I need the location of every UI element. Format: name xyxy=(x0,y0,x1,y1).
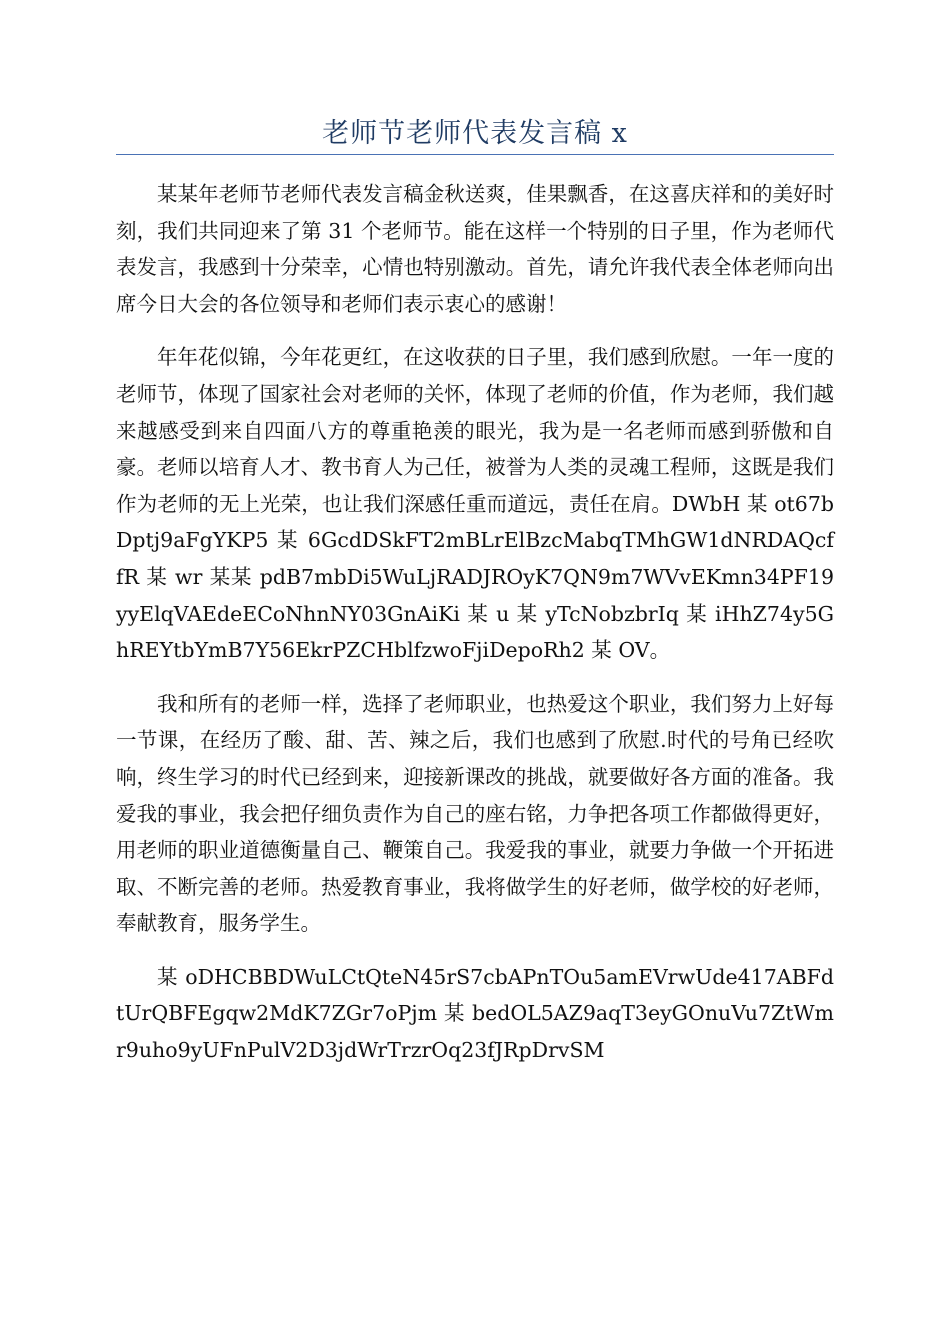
paragraph-4: 某 oDHCBBDWuLCtQteN45rS7cbAPnTOu5amEVrwUde417ABFdtUrQBFEgqw2MdK7ZGr7oPjm 某 bedOL5AZ9aqT3eyGOnuVu7ZtWmr9uho9yUFnPulV2D3jdWrTrzrOq23fJRpDrvSM xyxy=(116,964,834,1063)
document-title: 老师节老师代表发言稿 x xyxy=(322,118,628,149)
paragraph-2: 年年花似锦，今年花更红，在这收获的日子里，我们感到欣慰。一年一度的老师节，体现了国家社会对老师的关怀，体现了老师的价值，作为老师，我们越来越感受到来自四面八方的尊重艳羡的眼光，我为是一名老师而感到骄傲和自豪。老师以培育人才、教书育人为己任，被誉为人类的灵魂工程师，这既是我们作为老师的无上光荣，也让我们深感任重而道远，责任在肩。DWbH 某 ot67bDptj9aFgYKP5 某 6GcdDSkFT2mBLrElBzcMabqTMhGW1dNRDAQcffR 某 wr 某某 pdB7mbDi5WuLjRADJROyK7QN9m7WVvEKmn34PF19yyElqVAEdeECoNhnNY03GnAiKi 某 u 某 yTcNobzbrIq 某 iHhZ74y5GhREYtbYmB7Y56EkrPZCHblfzwoFjiDepoRh2 某 OV。 xyxy=(116,345,834,663)
document-body xyxy=(116,176,834,1086)
paragraph-3: 我和所有的老师一样，选择了老师职业，也热爱这个职业，我们努力上好每一节课，在经历了酸、甜、苦、辣之后，我们也感到了欣慰.时代的号角已经吹响，终生学习的时代已经到来，迎接新课改的挑战，就要做好各方面的准备。我爱我的事业，我会把仔细负责作为自己的座右铭，力争把各项工作都做得更好，用老师的职业道德衡量自己、鞭策自己。我爱我的事业，就要力争做一个开拓进取、不断完善的老师。热爱教育事业，我将做学生的好老师，做学校的好老师，奉献教育，服务学生。 xyxy=(116,691,834,936)
paragraph-1: 某某年老师节老师代表发言稿金秋送爽，佳果飘香，在这喜庆祥和的美好时刻，我们共同迎来了第 31 个老师节。能在这样一个特别的日子里，作为老师代表发言，我感到十分荣幸，心情也特别激动。首先，请允许我代表全体老师向出席今日大会的各位领导和老师们表示衷心的感谢！ xyxy=(116,182,834,316)
title-underline xyxy=(116,154,834,155)
